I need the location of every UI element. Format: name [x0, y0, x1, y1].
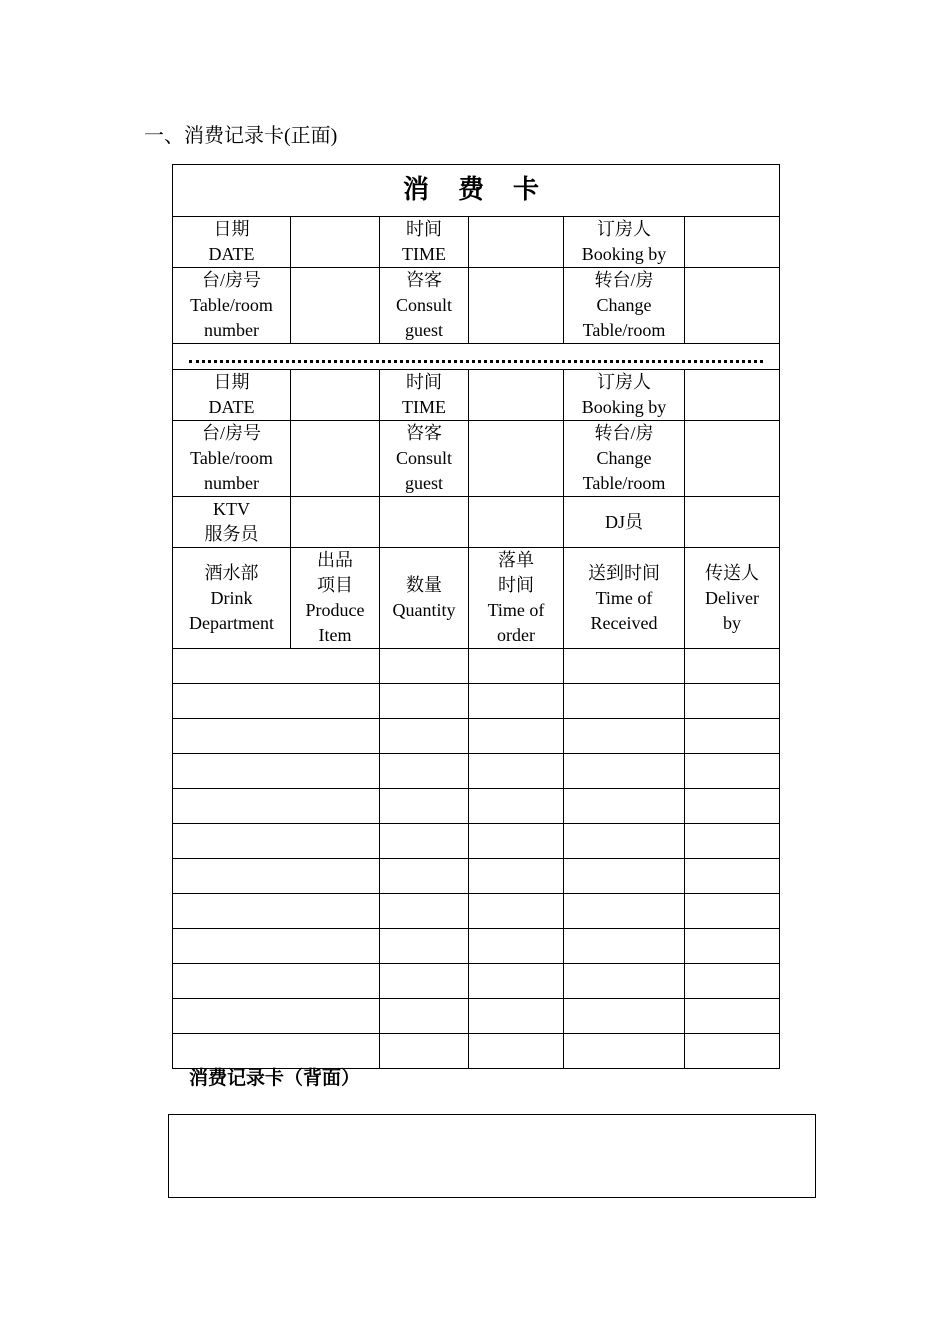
entry-cell[interactable] [469, 964, 564, 999]
entry-cell[interactable] [685, 649, 780, 684]
entry-cell[interactable] [564, 754, 685, 789]
change-table-field-lower[interactable] [685, 421, 780, 497]
change-table-label: 转台/房 Change Table/room [564, 268, 685, 344]
entry-cell[interactable] [469, 719, 564, 754]
received-time-header: 送到时间 Time of Received [564, 548, 685, 649]
date-field[interactable] [291, 217, 380, 268]
dj-field[interactable] [685, 497, 780, 548]
ktv-waiter-field[interactable] [291, 497, 380, 548]
entry-cell[interactable] [173, 964, 380, 999]
table-room-label-lower: 台/房号 Table/room number [173, 421, 291, 497]
entry-cell[interactable] [469, 824, 564, 859]
entry-cell[interactable] [564, 719, 685, 754]
entry-cell[interactable] [469, 929, 564, 964]
entry-cell[interactable] [564, 789, 685, 824]
back-heading: 消费记录卡（背面） [189, 1067, 361, 1089]
deliver-by-header: 传送人 Deliver by [685, 548, 780, 649]
entry-cell[interactable] [685, 719, 780, 754]
dj-label: DJ员 [564, 497, 685, 548]
entry-cell[interactable] [173, 754, 380, 789]
table-row [173, 719, 780, 754]
entry-cell[interactable] [380, 894, 469, 929]
order-time-header: 落单 时间 Time of order [469, 548, 564, 649]
entry-cell[interactable] [380, 1034, 469, 1069]
entry-cell[interactable] [685, 684, 780, 719]
entry-cell[interactable] [685, 859, 780, 894]
table-row [173, 964, 780, 999]
entry-cell[interactable] [685, 999, 780, 1034]
table-row [173, 824, 780, 859]
table-row [173, 894, 780, 929]
entry-cell[interactable] [380, 754, 469, 789]
ktv-waiter-field-2[interactable] [380, 497, 469, 548]
entry-cell[interactable] [564, 684, 685, 719]
ktv-waiter-field-3[interactable] [469, 497, 564, 548]
entry-cell[interactable] [380, 929, 469, 964]
entry-cell[interactable] [380, 859, 469, 894]
time-label: 时间 TIME [380, 217, 469, 268]
date-label-lower: 日期 DATE [173, 370, 291, 421]
section-heading: 一、消费记录卡(正面) [144, 125, 338, 147]
consult-field-lower[interactable] [469, 421, 564, 497]
table-row [173, 754, 780, 789]
time-label-lower: 时间 TIME [380, 370, 469, 421]
entry-cell[interactable] [469, 999, 564, 1034]
entry-cell[interactable] [173, 929, 380, 964]
entry-cell[interactable] [469, 859, 564, 894]
consult-label-lower: 咨客 Consult guest [380, 421, 469, 497]
booking-label: 订房人 Booking by [564, 217, 685, 268]
consumption-card [172, 164, 780, 1069]
tear-separator [173, 344, 780, 370]
entry-cell[interactable] [380, 684, 469, 719]
entry-cell[interactable] [685, 824, 780, 859]
entry-cell[interactable] [173, 789, 380, 824]
entry-cell[interactable] [173, 824, 380, 859]
entry-cell[interactable] [173, 999, 380, 1034]
entry-cell[interactable] [380, 824, 469, 859]
entry-cell[interactable] [564, 824, 685, 859]
consult-label: 咨客 Consult guest [380, 268, 469, 344]
entry-cell[interactable] [564, 859, 685, 894]
table-row [173, 929, 780, 964]
entry-cell[interactable] [469, 1034, 564, 1069]
entry-cell[interactable] [564, 929, 685, 964]
entry-cell[interactable] [685, 789, 780, 824]
entry-cell[interactable] [469, 754, 564, 789]
entry-cell[interactable] [173, 894, 380, 929]
entry-cell[interactable] [173, 859, 380, 894]
entry-cell[interactable] [685, 929, 780, 964]
change-table-label-lower: 转台/房 Change Table/room [564, 421, 685, 497]
entry-cell[interactable] [469, 684, 564, 719]
table-room-label: 台/房号 Table/room number [173, 268, 291, 344]
table-room-field-lower[interactable] [291, 421, 380, 497]
entry-cell[interactable] [685, 964, 780, 999]
entry-cell[interactable] [469, 894, 564, 929]
consult-field[interactable] [469, 268, 564, 344]
entry-cell[interactable] [685, 894, 780, 929]
entry-cell[interactable] [380, 649, 469, 684]
date-label: 日期 DATE [173, 217, 291, 268]
time-field-lower[interactable] [469, 370, 564, 421]
entry-cell[interactable] [173, 684, 380, 719]
entry-cell[interactable] [564, 649, 685, 684]
entry-cell[interactable] [380, 789, 469, 824]
table-row [173, 684, 780, 719]
change-table-field[interactable] [685, 268, 780, 344]
booking-field-lower[interactable] [685, 370, 780, 421]
entry-cell[interactable] [685, 1034, 780, 1069]
entry-cell[interactable] [469, 649, 564, 684]
entry-cell[interactable] [380, 719, 469, 754]
entry-cell[interactable] [564, 964, 685, 999]
card-title: 消 费 卡 [173, 165, 780, 217]
entry-cell[interactable] [173, 719, 380, 754]
booking-label-lower: 订房人 Booking by [564, 370, 685, 421]
entry-cell[interactable] [685, 754, 780, 789]
entry-cell[interactable] [564, 999, 685, 1034]
drink-department-header: 酒水部 Drink Department [173, 548, 291, 649]
entry-cell[interactable] [564, 1034, 685, 1069]
table-row [173, 789, 780, 824]
entry-cell[interactable] [469, 789, 564, 824]
entry-cell[interactable] [564, 894, 685, 929]
quantity-header: 数量 Quantity [380, 548, 469, 649]
entry-cell[interactable] [173, 649, 380, 684]
table-row [173, 859, 780, 894]
table-row [173, 649, 780, 684]
table-row [173, 999, 780, 1034]
back-notes-box[interactable] [168, 1114, 816, 1198]
entry-cell[interactable] [380, 964, 469, 999]
table-room-field[interactable] [291, 268, 380, 344]
entry-cell[interactable] [380, 999, 469, 1034]
ktv-waiter-label: KTV 服务员 [173, 497, 291, 548]
time-field[interactable] [469, 217, 564, 268]
booking-field[interactable] [685, 217, 780, 268]
blank-entry-rows [173, 649, 780, 1069]
date-field-lower[interactable] [291, 370, 380, 421]
produce-item-header: 出品 项目 Produce Item [291, 548, 380, 649]
